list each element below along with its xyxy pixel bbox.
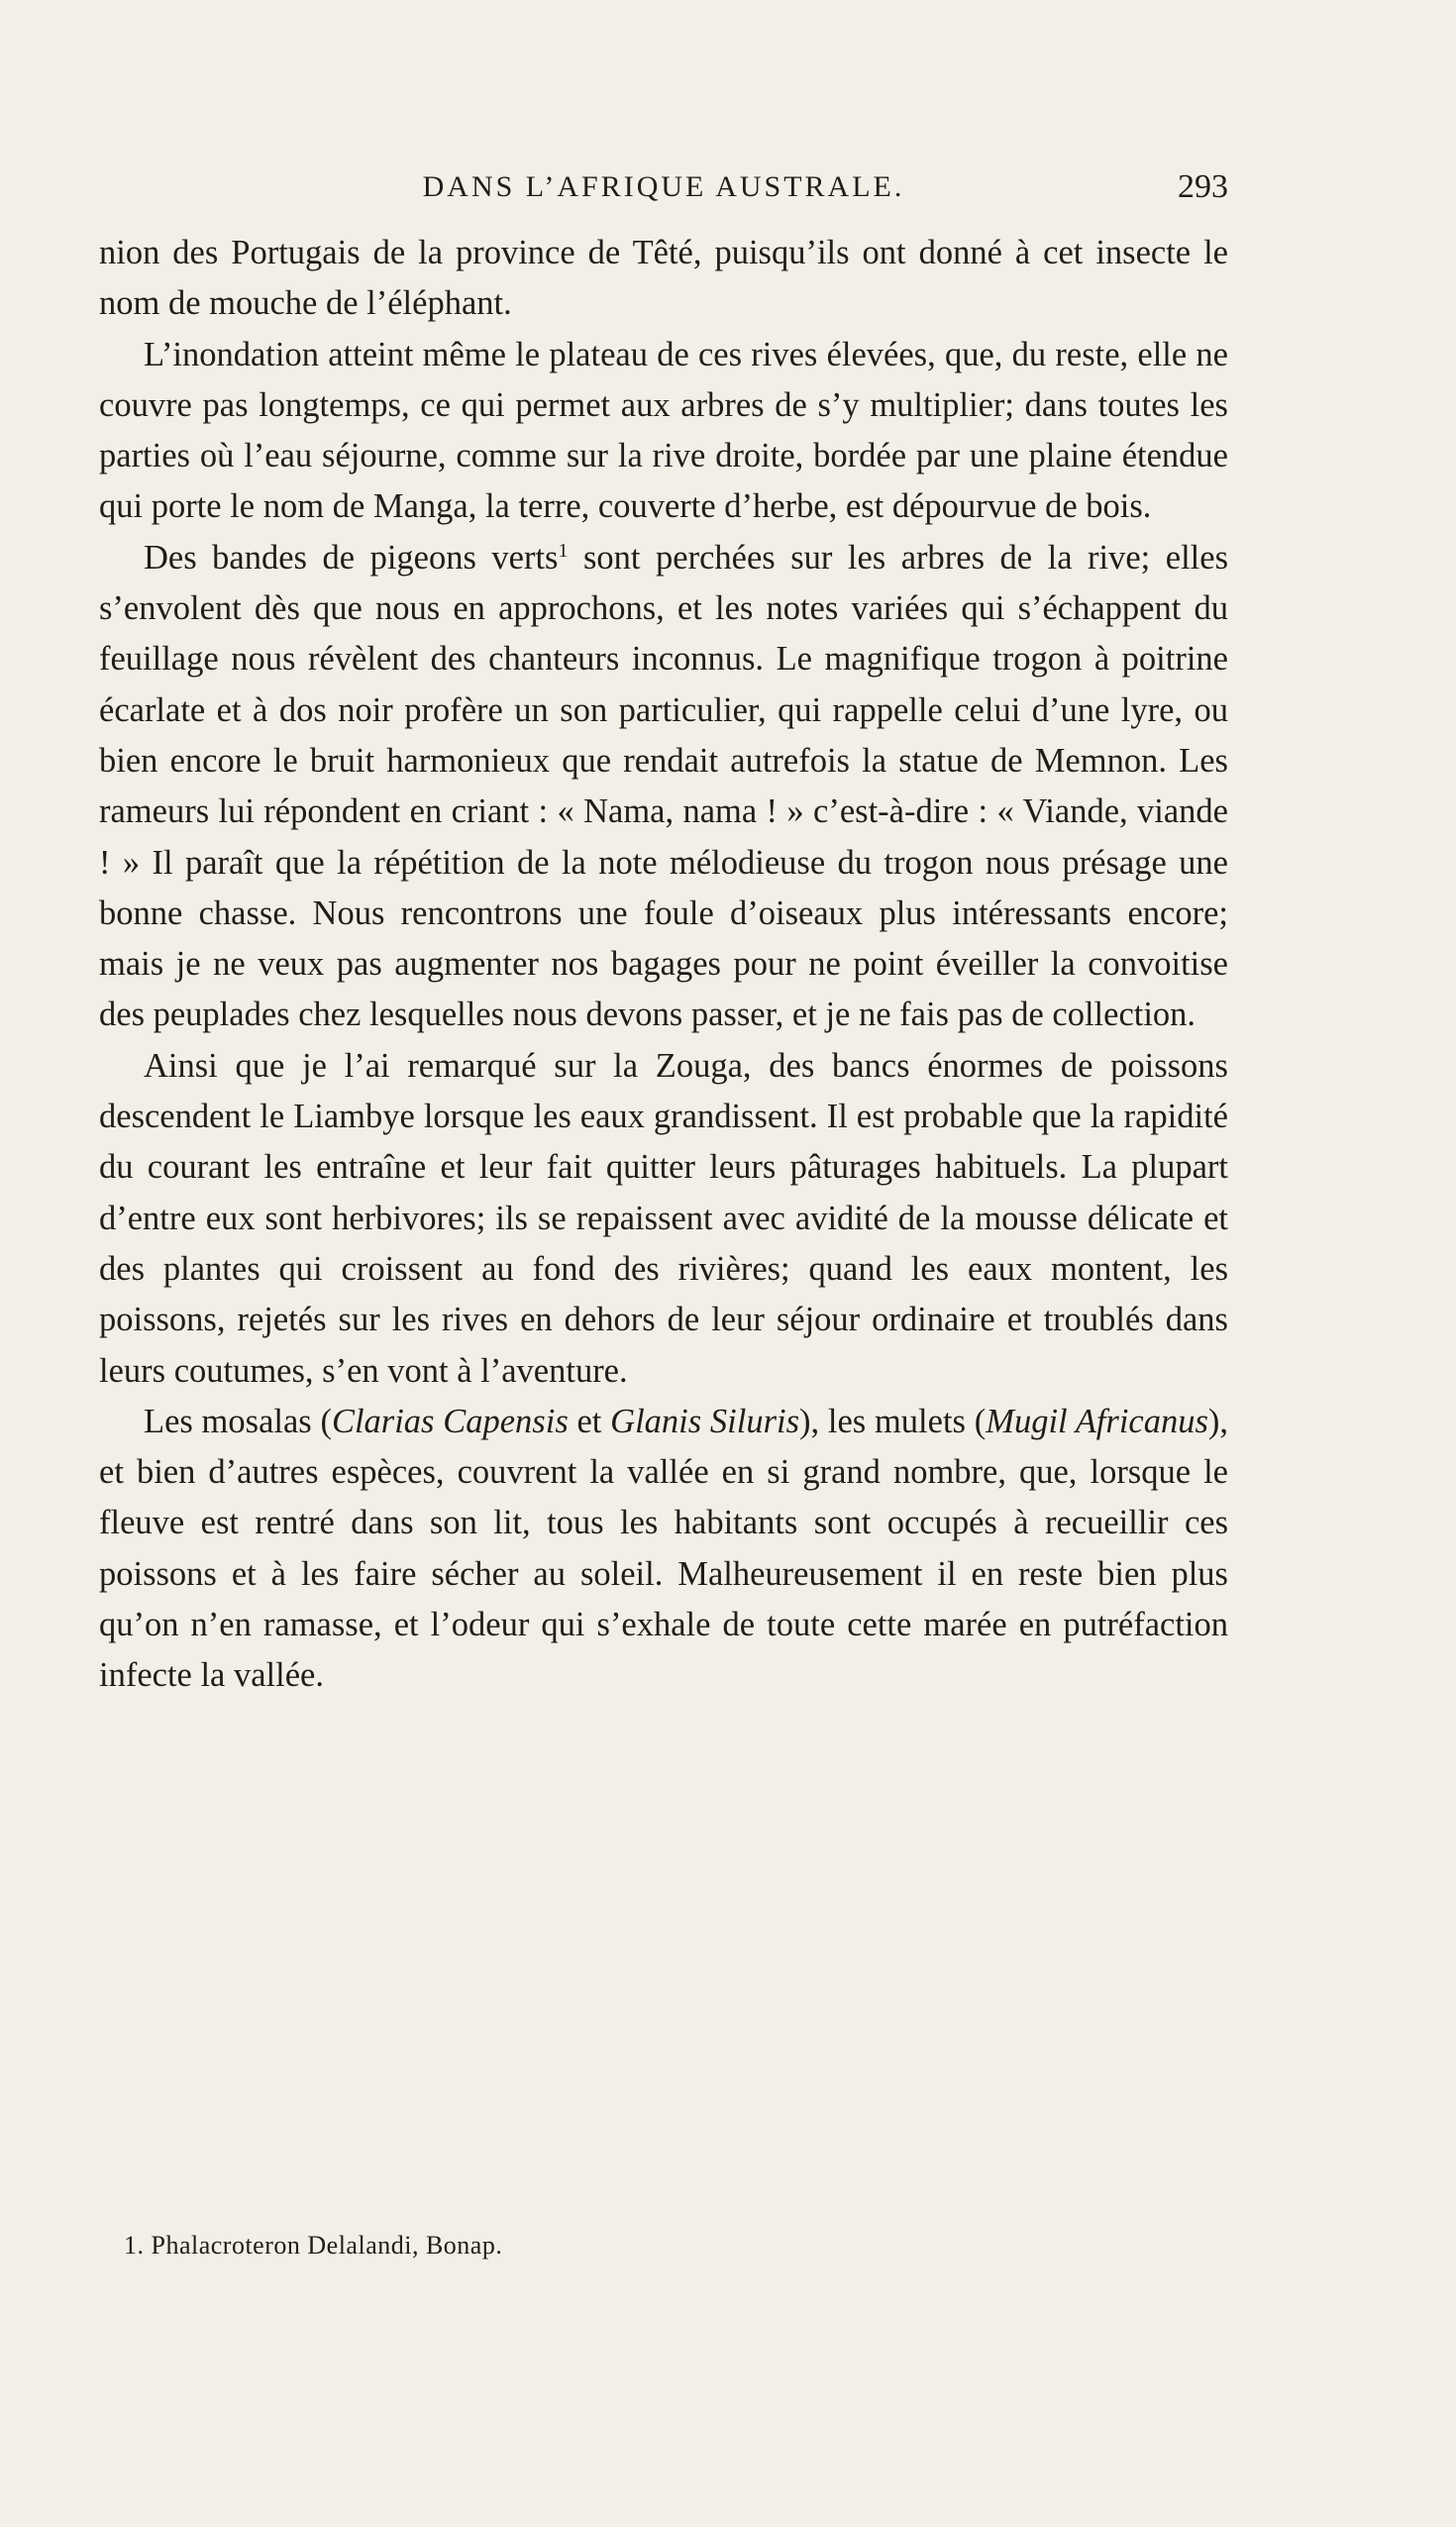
footnote-number: 1. xyxy=(124,2231,145,2260)
paragraph-4: Ainsi que je l’ai remarqué sur la Zouga, des bancs énormes de poissons descendent le Liambye lorsque les eaux grandissent. Il est probable que la rapidité du courant les entraîne et leur fait quitter leurs pâturages habituels. La plupart d’entre eux sont herbivores; ils se repaissent avec avidité de la mousse délicate et des plantes qui croissent au fond des rivières; quand les eaux montent, les poissons, rejetés sur les rives en dehors de leur séjour ordinaire et troublés dans leurs coutumes, s’en vont à l’aventure. xyxy=(99,1046,1228,1390)
p5-text-1: Les mosalas ( xyxy=(144,1402,332,1440)
p5-text-3: ), les mulets ( xyxy=(799,1402,987,1440)
footnote-text: Phalacroteron Delalandi, Bonap. xyxy=(151,2231,503,2260)
p5-text-4: ), et bien d’autres espèces, couvrent la vallée en si grand nombre, que, lorsque le fleuve est rentré dans son lit, tous les habitants sont occupés à recueillir ces poissons et à les faire sécher au soleil. Malheureusement il en reste bien plus qu’on n’en ramasse, et l’odeur qui s’exhale de toute cette marée en putréfaction infecte la vallée. xyxy=(99,1402,1229,1695)
paragraph-2: L’inondation atteint même le plateau de ces rives élevées, que, du reste, elle ne couvre pas longtemps, ce qui permet aux arbres de s’y multiplier; dans toutes les parties où l’eau séjourne, comme sur la rive droite, bordée par une plaine étendue qui porte le nom de Manga, la terre, couverte d’herbe, est dépourvue de bois. xyxy=(99,335,1228,526)
p5-text-2: et xyxy=(568,1402,611,1440)
paragraph-3-rest: sont perchées sur les arbres de la rive; elles s’envolent dès que nous en approchons, et les notes variées qui s’échappent du feuillage nous révèlent des chanteurs inconnus. Le magnifique trogon à poitrine écarlate et à dos noir profère un son particulier, qui rappelle celui d’une lyre, ou bien encore le bruit harmonieux que rendait autrefois la statue de Memnon. Les rameurs lui répondent en criant : « Nama, nama ! » c’est-à-dire : « Viande, viande ! » Il paraît que la répétition de la note mélodieuse du trogon nous présage une bonne chasse. Nous rencontrons une foule d’oiseaux plus intéressants encore; mais je ne veux pas augmenter nos bagages pour ne point éveiller la convoitise des peuplades chez lesquelles nous devons passer, et je ne fais pas de collection. xyxy=(99,538,1228,1034)
running-header xyxy=(99,164,1228,214)
species-clarias: Clarias Capensis xyxy=(331,1402,569,1440)
footnote xyxy=(124,2231,1213,2261)
paragraph-1: nion des Portugais de la province de Têté, puisqu’ils ont donné à cet insecte le nom de mouche de l’éléphant. xyxy=(99,234,1228,323)
species-glanis: Glanis Siluris xyxy=(610,1402,800,1440)
paragraph-5 xyxy=(99,1397,1228,1702)
body-text xyxy=(99,228,1228,1702)
paragraph-3-start: Des bandes de pigeons verts xyxy=(144,538,559,577)
footnote-reference[interactable]: 1 xyxy=(558,539,569,562)
running-title: DANS L’AFRIQUE AUSTRALE. xyxy=(422,170,905,203)
species-mugil: Mugil Africanus xyxy=(986,1402,1208,1440)
paragraph-3 xyxy=(99,533,1228,1041)
page-number: 293 xyxy=(1178,168,1228,205)
